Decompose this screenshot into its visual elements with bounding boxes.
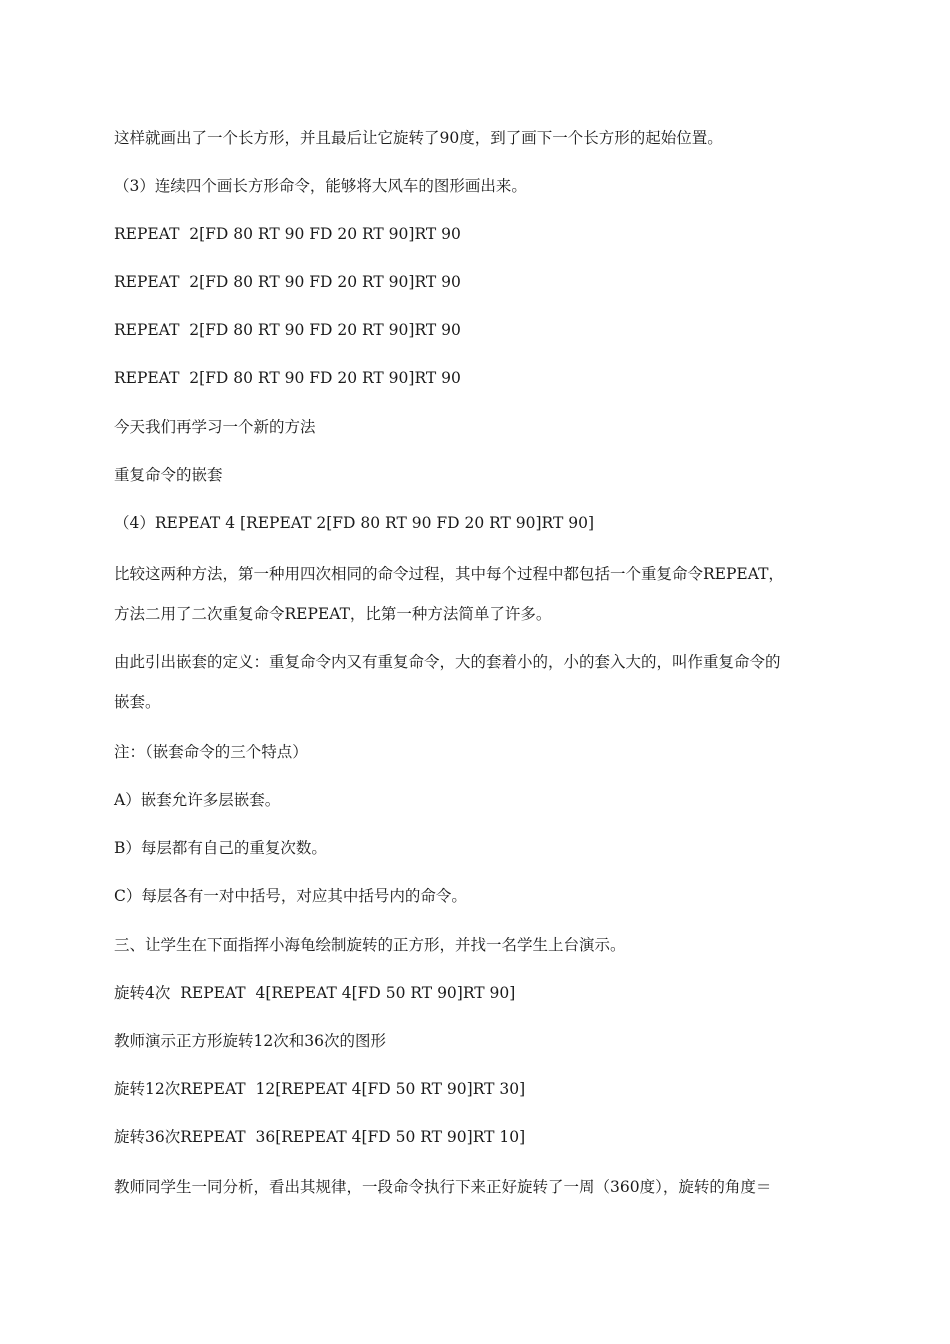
code-line-repeat-1: REPEAT 2[FD 80 RT 90 FD 20 RT 90]RT 90 (114, 225, 461, 243)
paragraph-new-method: 今天我们再学习一个新的方法 (114, 418, 316, 436)
code-line-nested-repeat: （4）REPEAT 4 [REPEAT 2[FD 80 RT 90 FD 20 RT 90]RT 90] (114, 514, 594, 532)
paragraph-step-3: （3）连续四个画长方形命令，能够将大风车的图形画出来。 (114, 177, 527, 195)
note-item-c: C）每层各有一对中括号，对应其中括号内的命令。 (114, 887, 467, 905)
code-line-rotate-4: 旋转4次 REPEAT 4[REPEAT 4[FD 50 RT 90]RT 90] (114, 984, 516, 1002)
note-item-b: B）每层都有自己的重复次数。 (114, 839, 327, 857)
code-line-rotate-36: 旋转36次REPEAT 36[REPEAT 4[FD 50 RT 90]RT 10] (114, 1128, 526, 1146)
section-three-heading: 三、让学生在下面指挥小海龟绘制旋转的正方形，并找一名学生上台演示。 (114, 936, 626, 954)
code-line-repeat-3: REPEAT 2[FD 80 RT 90 FD 20 RT 90]RT 90 (114, 321, 461, 339)
code-line-rotate-12: 旋转12次REPEAT 12[REPEAT 4[FD 50 RT 90]RT 30] (114, 1080, 526, 1098)
paragraph-definition-line-2: 嵌套。 (114, 693, 161, 711)
code-line-repeat-2: REPEAT 2[FD 80 RT 90 FD 20 RT 90]RT 90 (114, 273, 461, 291)
paragraph-definition-line-1: 由此引出嵌套的定义：重复命令内又有重复命令，大的套着小的，小的套入大的，叫作重复命令的 (114, 653, 781, 671)
code-line-repeat-4: REPEAT 2[FD 80 RT 90 FD 20 RT 90]RT 90 (114, 369, 461, 387)
paragraph-compare-line-1: 比较这两种方法，第一种用四次相同的命令过程，其中每个过程中都包括一个重复命令REPEAT， (114, 565, 784, 583)
paragraph-teacher-demo: 教师演示正方形旋转12次和36次的图形 (114, 1032, 386, 1050)
note-item-a: A）嵌套允许多层嵌套。 (114, 791, 281, 809)
note-heading: 注：（嵌套命令的三个特点） (114, 743, 308, 761)
paragraph-compare-line-2: 方法二用了二次重复命令REPEAT，比第一种方法简单了许多。 (114, 605, 552, 623)
paragraph-analysis: 教师同学生一同分析，看出其规律，一段命令执行下来正好旋转了一周（360度），旋转的角度＝ (114, 1178, 772, 1196)
heading-nesting: 重复命令的嵌套 (114, 466, 223, 484)
paragraph-rectangle-rotation: 这样就画出了一个长方形，并且最后让它旋转了90度，到了画下一个长方形的起始位置。 (114, 129, 723, 147)
